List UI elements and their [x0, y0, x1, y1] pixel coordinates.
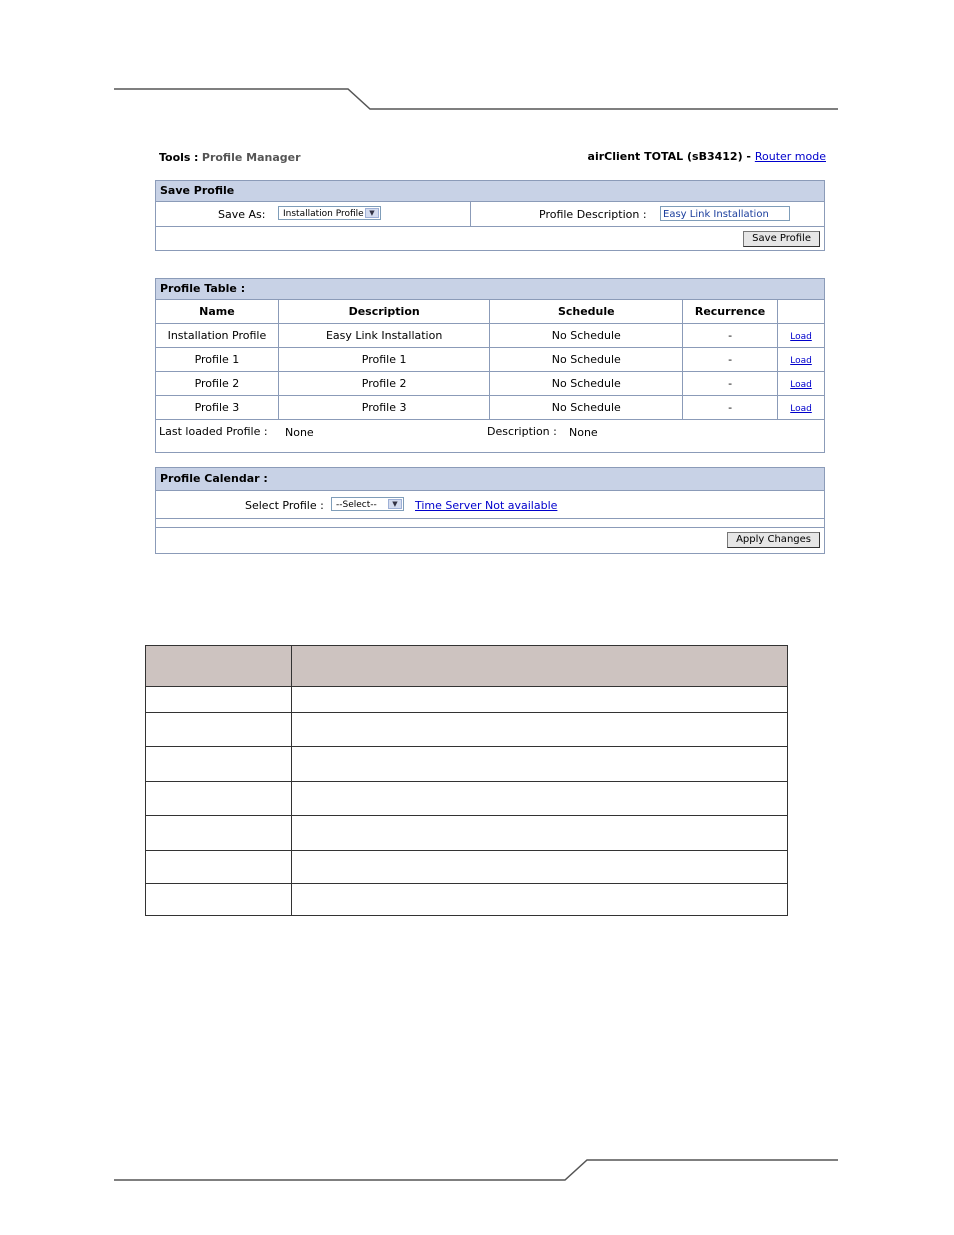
table-row: [146, 782, 788, 816]
save-button-row: [156, 227, 824, 251]
column-header-action: [778, 300, 825, 324]
profile-recurrence: -: [683, 396, 778, 420]
profile-recurrence: -: [683, 372, 778, 396]
column-header-recurrence: Recurrence: [683, 300, 778, 324]
apply-row: [156, 528, 824, 553]
breadcrumb-separator: :: [193, 151, 199, 164]
breadcrumb: [159, 151, 301, 164]
table-row: [156, 396, 825, 420]
profile-description: Easy Link Installation: [278, 324, 490, 348]
select-profile-label: Select Profile :: [245, 499, 324, 512]
profile-description: Profile 3: [278, 396, 490, 420]
column-header-description: Description: [278, 300, 490, 324]
apply-changes-button[interactable]: Apply Changes: [727, 532, 820, 548]
time-server-link[interactable]: Time Server Not available: [415, 499, 558, 512]
save-as-value: Installation Profile: [283, 209, 364, 219]
table-row: [146, 884, 788, 916]
save-as-label: Save As:: [218, 208, 266, 221]
profile-recurrence: -: [683, 324, 778, 348]
last-loaded-value: None: [285, 426, 314, 439]
column-header-name: Name: [156, 300, 279, 324]
select-profile-dropdown[interactable]: [331, 497, 404, 511]
profile-description-label: Profile Description :: [539, 208, 647, 221]
table-row: [146, 816, 788, 851]
profile-name: Profile 2: [156, 372, 279, 396]
load-link[interactable]: Load: [790, 332, 812, 342]
profile-schedule: No Schedule: [490, 396, 683, 420]
table-row: [146, 687, 788, 713]
last-loaded-row: [156, 420, 824, 446]
router-mode-link[interactable]: Router mode: [754, 150, 826, 163]
profile-description-input[interactable]: Easy Link Installation: [660, 206, 790, 221]
save-as-select[interactable]: [278, 206, 381, 220]
load-cell: [778, 372, 825, 396]
table-row: [146, 747, 788, 782]
device-info: [588, 150, 826, 163]
profile-recurrence: -: [683, 348, 778, 372]
profile-name: Installation Profile: [156, 324, 279, 348]
chevron-down-icon: ▼: [388, 499, 402, 509]
load-link[interactable]: Load: [790, 356, 812, 366]
profile-description: Profile 1: [278, 348, 490, 372]
load-link[interactable]: Load: [790, 404, 812, 414]
table-row: [156, 324, 825, 348]
profile-description: Profile 2: [278, 372, 490, 396]
page-title: Profile Manager: [201, 151, 301, 164]
chevron-down-icon: ▼: [365, 208, 379, 218]
profile-calendar-panel: [155, 467, 825, 554]
save-profile-row: [156, 202, 824, 227]
load-link[interactable]: Load: [790, 380, 812, 390]
description-table: [145, 645, 788, 916]
profile-table: [155, 299, 825, 420]
profile-calendar-title: Profile Calendar :: [156, 468, 824, 491]
last-description-label: Description :: [487, 425, 557, 438]
save-profile-button[interactable]: Save Profile: [743, 231, 820, 247]
table-row: [156, 372, 825, 396]
breadcrumb-section: Tools: [159, 151, 191, 164]
save-profile-panel: [155, 180, 825, 251]
load-cell: [778, 324, 825, 348]
table-row: [156, 348, 825, 372]
profile-table-panel: [155, 278, 825, 453]
table-header-row: [156, 300, 825, 324]
description-table-header: [146, 646, 788, 687]
profile-name: Profile 3: [156, 396, 279, 420]
profile-schedule: No Schedule: [490, 372, 683, 396]
table-row: [146, 713, 788, 747]
profile-name: Profile 1: [156, 348, 279, 372]
select-profile-value: --Select--: [336, 500, 377, 510]
profile-schedule: No Schedule: [490, 348, 683, 372]
load-cell: [778, 396, 825, 420]
load-cell: [778, 348, 825, 372]
calendar-spacer: [156, 519, 824, 528]
profile-schedule: No Schedule: [490, 324, 683, 348]
last-loaded-label: Last loaded Profile :: [159, 425, 268, 438]
select-profile-row: [156, 491, 824, 519]
save-profile-title: Save Profile: [156, 181, 824, 202]
column-header-schedule: Schedule: [490, 300, 683, 324]
last-description-value: None: [569, 426, 598, 439]
device-name: airClient TOTAL (sB3412) -: [587, 150, 751, 163]
profile-table-title: Profile Table :: [156, 279, 824, 299]
table-row: [146, 851, 788, 884]
